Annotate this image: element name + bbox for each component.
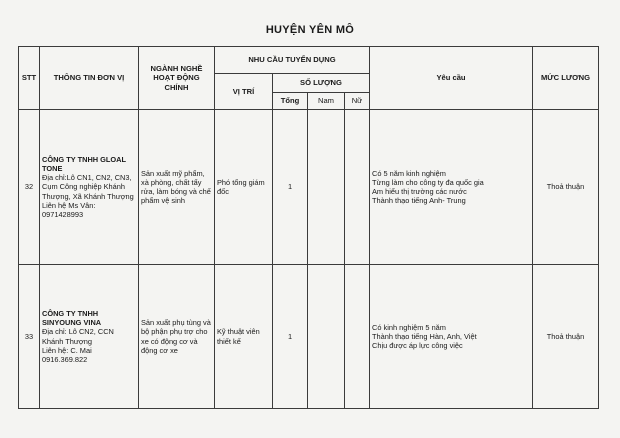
header-male: Nam (308, 93, 345, 110)
female (345, 265, 370, 409)
female (345, 110, 370, 265)
requirement-line: Từng làm cho công ty đa quốc gia (372, 177, 484, 187)
table-row (19, 265, 599, 409)
company-contact: Liên hệ: C. Mai 0916.369.822 (42, 345, 92, 364)
company-info (40, 265, 139, 409)
row-stt: 33 (19, 265, 40, 409)
total: 1 (273, 110, 308, 265)
header-row (19, 47, 599, 74)
page-title: HUYỆN YÊN MÔ (265, 24, 355, 36)
requirement-line: Có 5 năm kinh nghiệm (372, 168, 446, 178)
header-salary: MỨC LƯƠNG (533, 47, 599, 110)
header-demand: NHU CẦU TUYỂN DỤNG (215, 47, 370, 74)
company-address: Địa chỉ: Lô CN2, CCN Khánh Thượng (42, 327, 114, 346)
position: Kỹ thuật viên thiết kế (215, 265, 273, 409)
requirement-line: Thành thạo tiếng Anh- Trung (372, 196, 466, 206)
company-contact: Liên hệ Ms Vân: 0971428993 (42, 200, 96, 220)
header-requirements: Yêu cầu (370, 47, 533, 110)
company-name: CÔNG TY TNHH SINYOUNG VINA (42, 308, 102, 327)
total: 1 (273, 265, 308, 409)
industry: Sản xuất phụ tùng và bộ phận phụ trợ cho xe có động cơ và động cơ xe (139, 265, 215, 409)
company-address: Địa chỉ:Lô CN1, CN2, CN3, Cụm Công nghiệp Khánh Thượng, Xã Khánh Thượng (42, 173, 134, 201)
company-info (40, 110, 139, 265)
row-stt: 32 (19, 110, 40, 265)
requirement-line: Am hiểu thị trường các nước (372, 187, 467, 196)
requirement-line: Chịu được áp lực công việc (372, 341, 463, 351)
header-company: THÔNG TIN ĐƠN VỊ (40, 47, 139, 110)
industry: Sản xuất mỹ phẩm, xà phòng, chất tẩy rửa, làm bóng và chế phẩm vệ sinh (139, 110, 215, 265)
header-industry: NGÀNH NGHỀ HOẠT ĐỘNG CHÍNH (139, 47, 215, 110)
salary: Thoả thuận (533, 265, 599, 409)
position: Phó tổng giám đốc (215, 110, 273, 265)
requirement-line: Có kinh nghiệm 5 năm (372, 322, 446, 332)
male (308, 265, 345, 409)
header-quantity: SỐ LƯỢNG (273, 74, 370, 93)
requirement-line: Thành thạo tiếng Hàn, Anh, Việt (372, 331, 477, 341)
header-position: VỊ TRÍ (215, 74, 273, 110)
salary: Thoả thuận (533, 110, 599, 265)
recruitment-table (18, 46, 599, 409)
company-name: CÔNG TY TNHH GLOAL TONE (42, 154, 126, 173)
header-total: Tổng (273, 93, 308, 110)
male (308, 110, 345, 265)
header-female: Nữ (345, 93, 370, 110)
requirements (370, 265, 533, 409)
header-stt: STT (19, 47, 40, 110)
table-row (19, 110, 599, 265)
requirements (370, 110, 533, 265)
